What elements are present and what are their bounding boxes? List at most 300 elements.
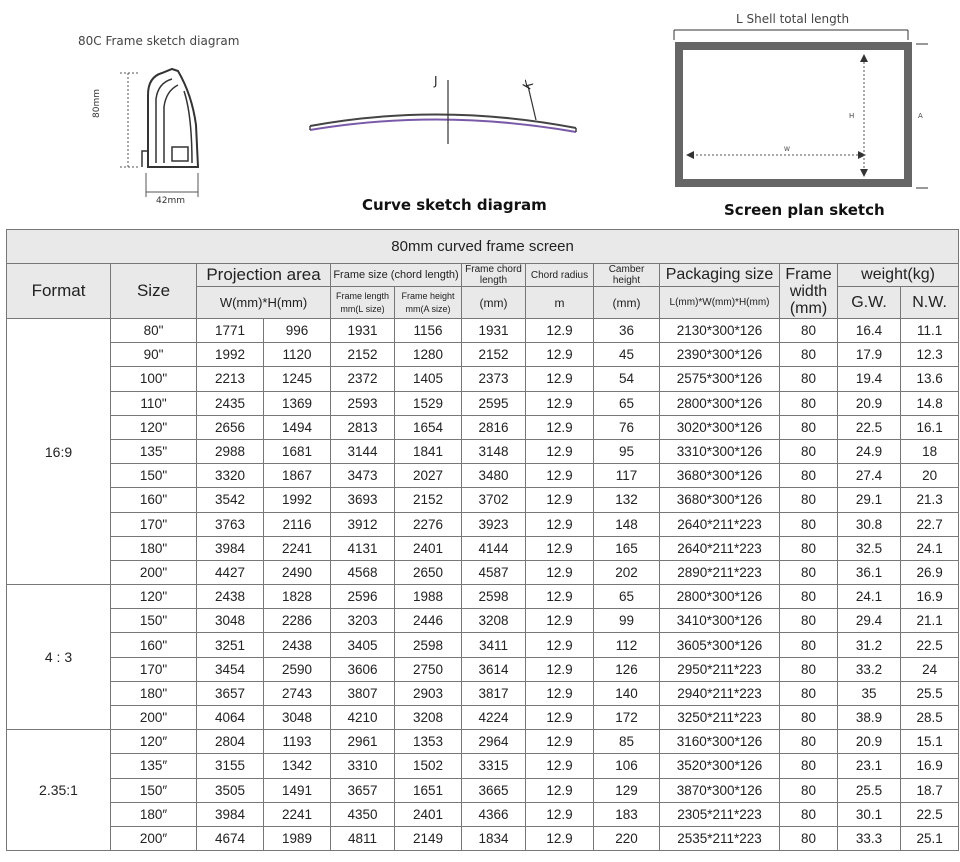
net-weight-cell: 24.1: [901, 536, 959, 560]
net-weight-cell: 13.6: [901, 367, 959, 391]
packaging-cell: 2890*211*223: [660, 560, 780, 584]
proj-w-cell: 2656: [197, 415, 264, 439]
header-frame-width: Frame width (mm): [780, 264, 838, 319]
packaging-cell: 3020*300*126: [660, 415, 780, 439]
spec-table: [6, 229, 959, 851]
chord-radius-cell: 12.9: [526, 730, 594, 754]
camber-height-cell: 99: [594, 609, 660, 633]
chord-length-cell: 2816: [462, 415, 526, 439]
frame-height-label: 80mm: [92, 89, 102, 118]
frame-width-cell: 80: [780, 367, 838, 391]
header-packaging: Packaging size: [660, 264, 780, 287]
proj-w-cell: 3657: [197, 681, 264, 705]
gross-weight-cell: 31.2: [838, 633, 901, 657]
chord-length-cell: 3480: [462, 464, 526, 488]
gross-weight-cell: 33.3: [838, 826, 901, 850]
frame-width-cell: 80: [780, 319, 838, 343]
gross-weight-cell: 36.1: [838, 560, 901, 584]
size-cell: 200″: [111, 826, 197, 850]
proj-w-cell: 4064: [197, 706, 264, 730]
proj-h-cell: 1828: [264, 585, 331, 609]
size-cell: 80": [111, 319, 197, 343]
proj-w-cell: 4674: [197, 826, 264, 850]
format-cell: 2.35:1: [7, 730, 111, 851]
proj-h-cell: 2438: [264, 633, 331, 657]
chord-radius-cell: 12.9: [526, 826, 594, 850]
chord-length-cell: 2598: [462, 585, 526, 609]
proj-w-cell: 3505: [197, 778, 264, 802]
table-title: 80mm curved frame screen: [7, 230, 959, 264]
frame-length-cell: 3606: [331, 657, 395, 681]
frame-height-cell: 2276: [395, 512, 462, 536]
camber-height-cell: 148: [594, 512, 660, 536]
frame-width-cell: 80: [780, 681, 838, 705]
net-weight-cell: 22.5: [901, 633, 959, 657]
size-cell: 170": [111, 657, 197, 681]
table-row: [7, 826, 959, 850]
camber-height-cell: 106: [594, 754, 660, 778]
proj-w-cell: 1992: [197, 343, 264, 367]
header-frame-size: Frame size (chord length): [331, 264, 462, 287]
table-row: [7, 730, 959, 754]
screen-plan-diagram: [666, 26, 946, 196]
chord-radius-cell: 12.9: [526, 778, 594, 802]
frame-width-cell: 80: [780, 439, 838, 463]
chord-length-cell: 1834: [462, 826, 526, 850]
packaging-cell: 2800*300*126: [660, 585, 780, 609]
gross-weight-cell: 20.9: [838, 391, 901, 415]
proj-h-cell: 1494: [264, 415, 331, 439]
gross-weight-cell: 24.9: [838, 439, 901, 463]
frame-width-cell: 80: [780, 536, 838, 560]
frame-length-cell: 3912: [331, 512, 395, 536]
frame-width-cell: 80: [780, 464, 838, 488]
net-weight-cell: 12.3: [901, 343, 959, 367]
proj-h-cell: 1992: [264, 488, 331, 512]
proj-h-cell: 3048: [264, 706, 331, 730]
plan-h-label: H: [849, 112, 855, 120]
gross-weight-cell: 27.4: [838, 464, 901, 488]
table-row: [7, 802, 959, 826]
table-row: [7, 464, 959, 488]
net-weight-cell: 21.1: [901, 609, 959, 633]
frame-width-cell: 80: [780, 802, 838, 826]
curve-j-label: J: [434, 74, 438, 88]
camber-height-cell: 202: [594, 560, 660, 584]
gross-weight-cell: 30.1: [838, 802, 901, 826]
gross-weight-cell: 23.1: [838, 754, 901, 778]
size-cell: 180″: [111, 802, 197, 826]
proj-h-cell: 2490: [264, 560, 331, 584]
chord-radius-cell: 12.9: [526, 415, 594, 439]
header-frame-height: Frame height mm(A size): [395, 287, 462, 319]
chord-radius-cell: 12.9: [526, 512, 594, 536]
table-row: [7, 560, 959, 584]
frame-length-cell: 2372: [331, 367, 395, 391]
frame-length-cell: 4568: [331, 560, 395, 584]
header-chord-radius-unit: m: [526, 287, 594, 319]
frame-height-cell: 2650: [395, 560, 462, 584]
spec-table-body: [7, 319, 959, 851]
frame-height-cell: 2446: [395, 609, 462, 633]
net-weight-cell: 16.9: [901, 585, 959, 609]
table-row: [7, 778, 959, 802]
chord-length-cell: 4366: [462, 802, 526, 826]
chord-radius-cell: 12.9: [526, 391, 594, 415]
chord-radius-cell: 12.9: [526, 560, 594, 584]
frame-width-cell: 80: [780, 488, 838, 512]
frame-width-cell: 80: [780, 778, 838, 802]
proj-h-cell: 1120: [264, 343, 331, 367]
size-cell: 160": [111, 633, 197, 657]
packaging-cell: 3605*300*126: [660, 633, 780, 657]
format-cell: 4 : 3: [7, 585, 111, 730]
camber-height-cell: 132: [594, 488, 660, 512]
camber-height-cell: 36: [594, 319, 660, 343]
packaging-cell: 2130*300*126: [660, 319, 780, 343]
frame-length-cell: 2961: [331, 730, 395, 754]
frame-width-cell: 80: [780, 415, 838, 439]
packaging-cell: 3250*211*223: [660, 706, 780, 730]
gross-weight-cell: 38.9: [838, 706, 901, 730]
frame-width-label: 42mm: [156, 196, 185, 206]
chord-length-cell: 3614: [462, 657, 526, 681]
proj-w-cell: 3320: [197, 464, 264, 488]
frame-width-cell: 80: [780, 609, 838, 633]
frame-width-cell: 80: [780, 512, 838, 536]
table-row: [7, 681, 959, 705]
frame-height-cell: 1988: [395, 585, 462, 609]
packaging-cell: 2575*300*126: [660, 367, 780, 391]
header-frame-chord-unit: (mm): [462, 287, 526, 319]
table-row: [7, 754, 959, 778]
frame-height-cell: 2152: [395, 488, 462, 512]
chord-radius-cell: 12.9: [526, 657, 594, 681]
camber-height-cell: 129: [594, 778, 660, 802]
net-weight-cell: 25.5: [901, 681, 959, 705]
chord-radius-cell: 12.9: [526, 706, 594, 730]
proj-h-cell: 1193: [264, 730, 331, 754]
header-packaging-sub: L(mm)*W(mm)*H(mm): [660, 287, 780, 319]
frame-length-cell: 3144: [331, 439, 395, 463]
size-cell: 150": [111, 464, 197, 488]
gross-weight-cell: 33.2: [838, 657, 901, 681]
header-projection-area: Projection area: [197, 264, 331, 287]
proj-w-cell: 3763: [197, 512, 264, 536]
chord-radius-cell: 12.9: [526, 464, 594, 488]
packaging-cell: 3680*300*126: [660, 464, 780, 488]
proj-h-cell: 1369: [264, 391, 331, 415]
frame-length-cell: 3693: [331, 488, 395, 512]
plan-a-label: A: [918, 112, 923, 120]
gross-weight-cell: 17.9: [838, 343, 901, 367]
size-cell: 200": [111, 706, 197, 730]
net-weight-cell: 14.8: [901, 391, 959, 415]
proj-w-cell: 2804: [197, 730, 264, 754]
chord-length-cell: 3315: [462, 754, 526, 778]
frame-length-cell: 4811: [331, 826, 395, 850]
net-weight-cell: 22.5: [901, 802, 959, 826]
frame-height-cell: 1654: [395, 415, 462, 439]
frame-height-cell: 2903: [395, 681, 462, 705]
size-cell: 200": [111, 560, 197, 584]
packaging-cell: 3870*300*126: [660, 778, 780, 802]
chord-radius-cell: 12.9: [526, 609, 594, 633]
frame-height-cell: 1651: [395, 778, 462, 802]
camber-height-cell: 76: [594, 415, 660, 439]
packaging-cell: 3310*300*126: [660, 439, 780, 463]
camber-height-cell: 183: [594, 802, 660, 826]
proj-w-cell: 3542: [197, 488, 264, 512]
frame-height-cell: 2149: [395, 826, 462, 850]
header-frame-chord: Frame chord length: [462, 264, 526, 287]
camber-height-cell: 220: [594, 826, 660, 850]
net-weight-cell: 11.1: [901, 319, 959, 343]
table-row: [7, 609, 959, 633]
packaging-cell: 2640*211*223: [660, 512, 780, 536]
camber-height-cell: 95: [594, 439, 660, 463]
chord-length-cell: 3665: [462, 778, 526, 802]
chord-radius-cell: 12.9: [526, 319, 594, 343]
packaging-cell: 3410*300*126: [660, 609, 780, 633]
table-row: [7, 657, 959, 681]
chord-radius-cell: 12.9: [526, 343, 594, 367]
camber-height-cell: 126: [594, 657, 660, 681]
camber-height-cell: 85: [594, 730, 660, 754]
frame-length-cell: 3473: [331, 464, 395, 488]
size-cell: 170": [111, 512, 197, 536]
table-row: [7, 319, 959, 343]
net-weight-cell: 15.1: [901, 730, 959, 754]
frame-width-cell: 80: [780, 343, 838, 367]
header-chord-radius: Chord radius: [526, 264, 594, 287]
net-weight-cell: 22.7: [901, 512, 959, 536]
proj-h-cell: 1342: [264, 754, 331, 778]
camber-height-cell: 65: [594, 391, 660, 415]
frame-width-cell: 80: [780, 585, 838, 609]
table-row: [7, 415, 959, 439]
size-cell: 180": [111, 681, 197, 705]
frame-width-cell: 80: [780, 560, 838, 584]
frame-width-cell: 80: [780, 391, 838, 415]
chord-length-cell: 4144: [462, 536, 526, 560]
chord-length-cell: 2595: [462, 391, 526, 415]
chord-length-cell: 2152: [462, 343, 526, 367]
proj-w-cell: 1771: [197, 319, 264, 343]
frame-length-cell: 3203: [331, 609, 395, 633]
chord-length-cell: 3923: [462, 512, 526, 536]
frame-length-cell: 3807: [331, 681, 395, 705]
packaging-cell: 3160*300*126: [660, 730, 780, 754]
frame-width-cell: 80: [780, 730, 838, 754]
frame-length-cell: 4131: [331, 536, 395, 560]
frame-length-cell: 2813: [331, 415, 395, 439]
proj-h-cell: 2590: [264, 657, 331, 681]
header-format: Format: [7, 264, 111, 319]
gross-weight-cell: 16.4: [838, 319, 901, 343]
header-frame-length: Frame length mm(L size): [331, 287, 395, 319]
size-cell: 135": [111, 439, 197, 463]
size-cell: 160": [111, 488, 197, 512]
packaging-cell: 2535*211*223: [660, 826, 780, 850]
proj-h-cell: 996: [264, 319, 331, 343]
frame-width-cell: 80: [780, 657, 838, 681]
proj-h-cell: 1681: [264, 439, 331, 463]
size-cell: 100": [111, 367, 197, 391]
plan-w-label: W: [784, 146, 790, 153]
gross-weight-cell: 22.5: [838, 415, 901, 439]
net-weight-cell: 16.9: [901, 754, 959, 778]
chord-length-cell: 1931: [462, 319, 526, 343]
net-weight-cell: 18.7: [901, 778, 959, 802]
chord-length-cell: 3702: [462, 488, 526, 512]
proj-h-cell: 2241: [264, 802, 331, 826]
camber-height-cell: 172: [594, 706, 660, 730]
chord-radius-cell: 12.9: [526, 754, 594, 778]
chord-length-cell: 2373: [462, 367, 526, 391]
chord-length-cell: 3148: [462, 439, 526, 463]
net-weight-cell: 20: [901, 464, 959, 488]
chord-length-cell: 2964: [462, 730, 526, 754]
curve-diagram: [300, 70, 590, 160]
proj-w-cell: 3984: [197, 802, 264, 826]
shell-total-length-label: L Shell total length: [736, 12, 850, 26]
frame-height-cell: 2401: [395, 802, 462, 826]
gross-weight-cell: 35: [838, 681, 901, 705]
camber-height-cell: 65: [594, 585, 660, 609]
frame-length-cell: 3405: [331, 633, 395, 657]
proj-w-cell: 4427: [197, 560, 264, 584]
proj-w-cell: 3984: [197, 536, 264, 560]
table-row: [7, 512, 959, 536]
frame-length-cell: 2596: [331, 585, 395, 609]
packaging-cell: 3680*300*126: [660, 488, 780, 512]
header-projection-sub: W(mm)*H(mm): [197, 287, 331, 319]
proj-h-cell: 2116: [264, 512, 331, 536]
chord-radius-cell: 12.9: [526, 585, 594, 609]
proj-h-cell: 2286: [264, 609, 331, 633]
net-weight-cell: 24: [901, 657, 959, 681]
net-weight-cell: 25.1: [901, 826, 959, 850]
frame-height-cell: 1502: [395, 754, 462, 778]
curve-sketch-title: Curve sketch diagram: [362, 196, 547, 214]
header-gw: G.W.: [838, 287, 901, 319]
proj-w-cell: 2438: [197, 585, 264, 609]
frame-length-cell: 4350: [331, 802, 395, 826]
chord-radius-cell: 12.9: [526, 439, 594, 463]
net-weight-cell: 26.9: [901, 560, 959, 584]
net-weight-cell: 18: [901, 439, 959, 463]
net-weight-cell: 21.3: [901, 488, 959, 512]
proj-h-cell: 2743: [264, 681, 331, 705]
frame-length-cell: 2152: [331, 343, 395, 367]
net-weight-cell: 28.5: [901, 706, 959, 730]
camber-height-cell: 112: [594, 633, 660, 657]
screen-plan-title: Screen plan sketch: [724, 201, 885, 219]
proj-w-cell: 2213: [197, 367, 264, 391]
camber-height-cell: 165: [594, 536, 660, 560]
size-cell: 120″: [111, 730, 197, 754]
frame-height-cell: 2027: [395, 464, 462, 488]
proj-h-cell: 1867: [264, 464, 331, 488]
gross-weight-cell: 29.4: [838, 609, 901, 633]
proj-w-cell: 3048: [197, 609, 264, 633]
size-cell: 135″: [111, 754, 197, 778]
chord-radius-cell: 12.9: [526, 633, 594, 657]
frame-width-cell: 80: [780, 706, 838, 730]
chord-length-cell: 3817: [462, 681, 526, 705]
proj-w-cell: 3155: [197, 754, 264, 778]
frame-length-cell: 2593: [331, 391, 395, 415]
gross-weight-cell: 24.1: [838, 585, 901, 609]
frame-length-cell: 4210: [331, 706, 395, 730]
size-cell: 110": [111, 391, 197, 415]
packaging-cell: 2950*211*223: [660, 657, 780, 681]
header-size: Size: [111, 264, 197, 319]
size-cell: 120": [111, 585, 197, 609]
header-camber-height: Camber height: [594, 264, 660, 287]
chord-length-cell: 3411: [462, 633, 526, 657]
packaging-cell: 2305*211*223: [660, 802, 780, 826]
frame-height-cell: 3208: [395, 706, 462, 730]
proj-h-cell: 1245: [264, 367, 331, 391]
gross-weight-cell: 30.8: [838, 512, 901, 536]
proj-h-cell: 2241: [264, 536, 331, 560]
frame-height-cell: 1353: [395, 730, 462, 754]
frame-height-cell: 1529: [395, 391, 462, 415]
frame-length-cell: 3310: [331, 754, 395, 778]
proj-w-cell: 2988: [197, 439, 264, 463]
proj-w-cell: 3454: [197, 657, 264, 681]
frame-sketch-title: 80C Frame sketch diagram: [78, 34, 240, 48]
chord-radius-cell: 12.9: [526, 802, 594, 826]
table-row: [7, 391, 959, 415]
table-row: [7, 439, 959, 463]
table-row: [7, 706, 959, 730]
table-row: [7, 343, 959, 367]
camber-height-cell: 54: [594, 367, 660, 391]
frame-height-cell: 1280: [395, 343, 462, 367]
frame-length-cell: 1931: [331, 319, 395, 343]
header-nw: N.W.: [901, 287, 959, 319]
net-weight-cell: 16.1: [901, 415, 959, 439]
gross-weight-cell: 29.1: [838, 488, 901, 512]
gross-weight-cell: 19.4: [838, 367, 901, 391]
size-cell: 180": [111, 536, 197, 560]
packaging-cell: 2800*300*126: [660, 391, 780, 415]
frame-width-cell: 80: [780, 826, 838, 850]
frame-height-cell: 2750: [395, 657, 462, 681]
frame-height-cell: 2401: [395, 536, 462, 560]
proj-w-cell: 3251: [197, 633, 264, 657]
camber-height-cell: 140: [594, 681, 660, 705]
frame-height-cell: 2598: [395, 633, 462, 657]
gross-weight-cell: 20.9: [838, 730, 901, 754]
curve-k-label: K: [519, 78, 536, 92]
proj-h-cell: 1989: [264, 826, 331, 850]
chord-radius-cell: 12.9: [526, 681, 594, 705]
gross-weight-cell: 25.5: [838, 778, 901, 802]
size-cell: 150": [111, 609, 197, 633]
table-row: [7, 536, 959, 560]
table-row: [7, 488, 959, 512]
header-camber-unit: (mm): [594, 287, 660, 319]
gross-weight-cell: 32.5: [838, 536, 901, 560]
chord-radius-cell: 12.9: [526, 488, 594, 512]
packaging-cell: 2390*300*126: [660, 343, 780, 367]
chord-radius-cell: 12.9: [526, 367, 594, 391]
packaging-cell: 2640*211*223: [660, 536, 780, 560]
